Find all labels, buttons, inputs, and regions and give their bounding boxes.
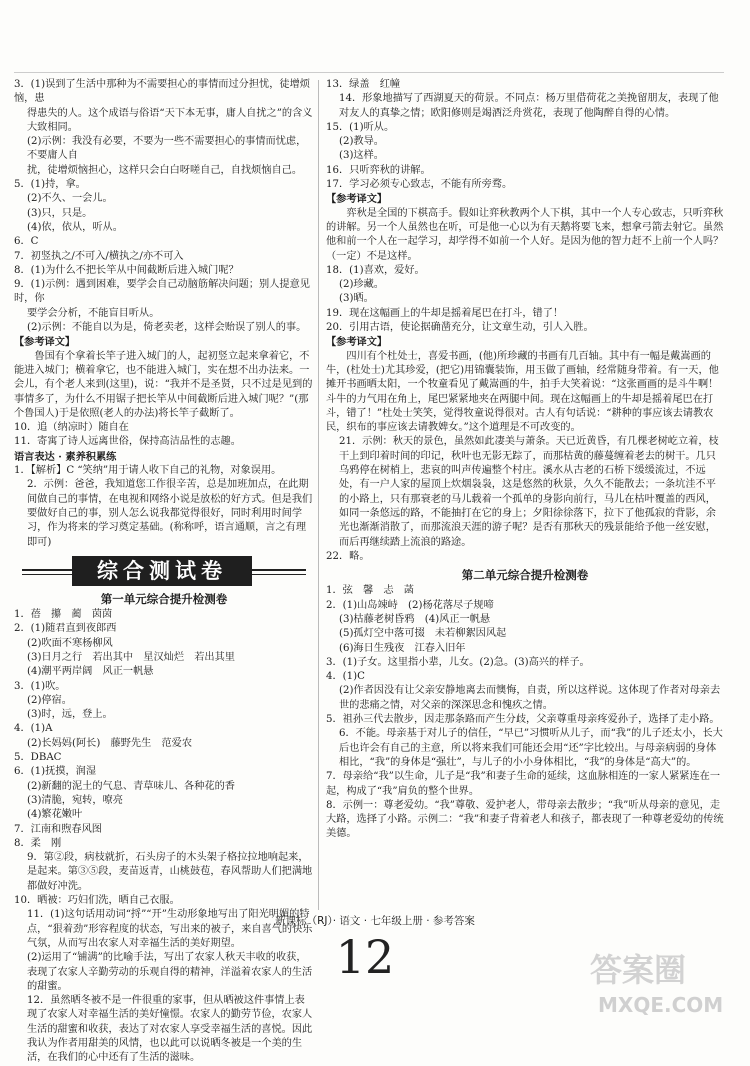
answer-line: 11．寄寓了诗人远离世俗，保持高洁品性的志趣。 [14,436,241,448]
answer-line: 18．(1)喜欢，爱好。 [326,264,425,276]
answer-line: 7．初竖执之/不可入/横执之/亦不可入 [14,250,184,262]
answer-line: (2)吹面不寒杨柳风 [27,637,113,649]
answer-line: 四川有个杜处士，喜爱书画，(他)所珍藏的书画有几百轴。其中有一幅是戴嵩画的牛，(杜处士)尤其珍爱，(把它)用锦囊装饰，用玉做了画轴，经常随身带着。有一天，他摊开书画晒太阳，一个牧童看见了戴嵩画的牛，拍手大笑着说：“这张画画的是斗牛啊！斗牛的力气用在角上，尾巴紧紧地夹在两腿中间。现在这幅画上的牛却是摇着尾巴在打斗，错了！”杜处士笑笑，觉得牧童说得很对。古人有句话说：“耕种的事应该去请教农民，织布的事应该去请教婢女。”这个道理是不可改变的。 [326,350,719,434]
answer-line: 语言表达 · 素养积累练 [14,450,117,463]
answer-line: 11．(1)这句话用动词“捋”“开”生动形象地写出了阳光明媚的特点，“狠着劲”形容程度的状态，写出来的被子，来自喜气的快乐气氛，从而写出农家人对幸福生活的美好期望。 [27,909,313,949]
answer-line: 2．(1)山岛竦峙 (2)杨花落尽子规啼 [326,599,494,611]
answer-line: 要学会分析，不能盲目听从。 [27,307,160,319]
left-answers-part2 [14,608,314,1066]
watermark-logo: 答案圈 [590,951,687,989]
answer-line: (6)海日生残夜 江春入旧年 [339,642,466,654]
answer-line: 大致相同。 [27,121,78,133]
answer-line: 7．母亲给“我”以生命，儿子是“我”和妻子生命的延续，这血脉相连的一家人紧紧连在一起，构成了“我”肩负的整个世界。 [326,771,721,797]
answer-line: 12．虽然晒冬被不是一件很重的家事，但从晒被这件事情上表现了农家人对幸福生活的美好憧憬。农家人的勤劳节俭，农家人生活的甜蜜和收获，表达了对农家人享受幸福生活的喜悦。因此我认为作者用甜美的风情，也以此可以说晒冬被是一个美的生活，在我们的心中还有了生活的滋味。 [27,995,313,1064]
page-number: 12 [335,930,395,984]
banner-title: 综合测试卷 [72,556,252,586]
answer-line: 5．(1)持，拿。 [14,179,86,191]
answer-line: 扰，徒增烦恼担心，这样只会白白呀嗟自己，自找烦恼自己。 [27,164,303,176]
answer-line: (5)孤灯空中落可掇 未若柳絮因风起 [339,628,507,640]
answer-line: (3)只，只是。 [27,207,93,219]
answer-line: 【参考译文】 [326,193,388,206]
answer-line: 6．C [14,236,39,248]
answer-line: 5．DBAC [14,752,62,764]
answer-line: 14．形象地描写了西湖夏天的荷景。不同点：杨万里借荷花之美挽留朋友，表现了他对友人的真挚之情；欧阳修则是竭酒泛舟赏花，表现了他陶醉自得的心情。 [339,93,719,119]
answer-line: (2)新翻的泥土的气息、青草味儿、各种花的香 [27,780,235,792]
page-footer: 新课标（RJ）· 语文 · 七年级上册 · 参考答案 [275,915,475,927]
answer-line: 9．(1)示例：遇到困难，要学会自己动脑筋解决问题；别人提意见时，你 [14,279,310,305]
answer-line: 4．(1)C [326,671,365,683]
answer-line: 2．示例：爸爸，我知道您工作很辛苦，总是加班加点，在此期间做自己的事情，在电视和网络小说是放松的好方式。但是我们要做好自己的事，别人怎么说我都觉得很好，同时利用时间学习，作为将来的学习奠定基础。(称称呼，语言通顺，言之有理即可) [27,479,313,548]
answer-line: 5．祖孙三代去散步，因走那条路而产生分歧，父亲尊重母亲疼爱孙子，选择了走小路。 [326,714,720,726]
answer-line: (3)枯藤老树昏鸦 (4)风正一帆悬 [339,613,491,625]
answer-line: (3)清脆，宛转，嘹亮 [27,794,123,806]
answer-line: (4)潮平两岸阔 风正一帆悬 [27,666,154,678]
answer-line: (2)运用了“铺满”的比喻手法，写出了农家人秋天丰收的收获，表现了农家人辛勤劳动的乐观自得的精神，洋溢着农家人的生活的甜蜜。 [27,952,313,992]
answer-line: (3)晒。 [339,293,374,305]
answer-line: 【参考译文】 [326,336,388,349]
answer-line: 3．(1)误到了生活中那种为不需要担心的事情而过分担忧，徒增烦恼，患 [14,79,310,105]
answer-line: (2)不久、一会儿。 [27,193,113,205]
answer-line: 19．现在这幅画上的牛却是摇着尾巴在打斗，错了！ [326,307,564,319]
answer-line: 6．不能。母亲基于对儿子的信任，“早已”习惯听从儿子，而“我”的儿子还太小，长大后也许会有自己的主意，所以将来我们可能还会用“还”字比较出。与母亲病弱的身体相比，“我”的身体是“强壮”，与儿子的小小身体相比，“我”的身体是“高大”的。 [339,728,723,768]
answer-line: (3)日月之行 若出其中 星汉灿烂 若出其里 [27,651,235,663]
watermark-url: MXQE.COM [598,993,724,1017]
section-banner [14,556,314,588]
answer-line: 1．蓓 攥 蔺 茵茵 [14,609,113,621]
answer-line: 10．晒被：巧妇们洗，晒自己衣服。 [14,895,180,907]
answer-line: 4．(1)A [14,723,53,735]
answer-line: (2)停宿。 [27,694,72,706]
answer-line: 9．第②段，病枝就折，石头房子的木头架子格拉拉地响起来，是起来。第③⑤段，麦苗返青，山桃鼓苞，春风帮助人们把满地都做好冲洗。 [27,852,313,892]
column-divider [318,80,319,910]
answer-line: (2)示例：不能自以为是，倚老卖老，这样会贻误了别人的事。 [27,322,307,334]
answer-line: 10．追（纳凉时）随自在 [14,422,129,434]
left-answers-part1 [14,78,314,550]
answer-line: 8．(1)为什么不把长竿从中间截断后进入城门呢？ [14,264,239,276]
answer-line: 鲁国有个拿着长竿子进入城门的人，起初竖立起来拿着它，不能进入城门；横着拿它，也不能进入城门，实在想不出办法来。一会儿，有个老人来到(这里)，说：“我并不是圣贤，只不过是见到的事情多了，为什么不用锯子把长竿从中间截断后进入城门呢？”(那个鲁国人)于是依照(老人的办法)将长竿子截断了。 [14,350,313,419]
answer-line: 【参考译文】 [14,336,76,349]
answer-line: (2)作者因没有让父亲安静地离去而懊悔，自责，所以这样说。这体现了作者对母亲去世的悲痛之情，对父亲的深深思念和愧疚之情。 [339,685,721,711]
answer-line: 20．引用古语，使论据确凿充分，让文章生动，引人入胜。 [326,322,594,334]
answer-line: 15．(1)听从。 [326,121,395,133]
top-rule [14,72,724,73]
answer-line: (4)繁花嫩叶 [27,809,83,821]
answer-line: 3．(1)子女。这里指小辈，儿女。(2)急。(3)高兴的样子。 [326,656,590,668]
answer-line: 1．弦 馨 忐 菡 [326,585,414,597]
answer-line: 16．只听弈秋的讲解。 [326,164,431,176]
answer-line: 13．绿盖 红幢 [326,79,401,90]
answer-line: 8．示例一：尊老爱幼。“我”尊敬、爱护老人，带母亲去散步；“我”听从母亲的意见，走大路，选择了小路。示例二：“我”和妻子背着老人和孩子，都表现了一种尊老爱幼的传统美德。 [326,799,724,840]
right-answers-part1 [326,78,724,564]
answer-line: (2)示例：我没有必要，不要为一些不需要担心的事情而忧虑，不要庸人自 [27,136,307,162]
right-answers-part2 [326,584,724,841]
answer-line: 2．(1)随君直到夜郎西 [14,623,117,635]
answer-line: 22．略。 [326,550,370,562]
answer-line: (4)依，依从，听从。 [27,221,123,233]
section-title-unit2: 第二单元综合提升检测卷 [461,568,589,583]
answer-line: 17．学习必须专心致志，不能有所旁骛。 [326,179,513,191]
answer-line: (2)长妈妈(阿长) 藤野先生 范爱农 [27,737,193,749]
answer-line: (3)这样。 [339,150,384,162]
answer-line: 1．【解析】C “笑纳”用于请人收下自己的礼物，对象误用。 [14,465,282,477]
answer-line: (3)时，远，登上。 [27,709,113,721]
answer-line: 得患失的人。这个成语与俗语“天下本无事，庸人自扰之”的含义 [27,107,313,119]
section-title-unit1: 第一单元综合提升检测卷 [100,591,228,606]
answer-line: 3．(1)吹。 [14,680,66,692]
answer-line: (2)珍藏。 [339,279,384,291]
answer-line: 21．示例：秋天的景色，虽然如此凄美与萧条。天已近黄昏，有几棵老树屹立着，枝干上到印着时间的印记，秋叶也无影无踪了，而那枯黄的藤蔓缠着老去的树干。几只乌鸦停在树梢上，悲哀的叫声传遍整个村庄。溪水从古老的石桥下缓缓流过，不远处，有一户人家的屋顶上炊烟袅袅，这是悠然的秋景，久久不能散去；一条坑洼不平的小路上，只有那衰老的马儿载着一个孤单的身影向前行，马儿在枯叶覆盖的西风，如同一条悠远的路，不能抽打在它的身上；夕阳徐徐落下，拉下了他孤寂的背影，余光也渐渐消散了，而那流浪天涯的游子呢？是否有那秋天的残景能给予他一丝安慰，而后再继续踏上流浪的路途。 [339,436,719,548]
answer-line: 6．(1)抚摸，润湿 [14,766,97,778]
answer-line: 7．江南和煦春风图 [14,823,102,835]
answer-line: 弈秋是全国的下棋高手。假如让弈秋教两个人下棋，其中一个人专心致志，只听弈秋的讲解。另一个人虽然也在听，可是他一心以为有天鹅将要飞来，想拿弓箭去射它。虽然他和前一个人在一起学习，却学得不如前一个人好。是因为他的智力赶不上前一个人吗？（一定）不是这样。 [326,207,724,262]
right-column [326,78,724,842]
answer-line: (2)教导。 [339,136,384,148]
answer-line: 8．柔 刚 [14,837,62,849]
